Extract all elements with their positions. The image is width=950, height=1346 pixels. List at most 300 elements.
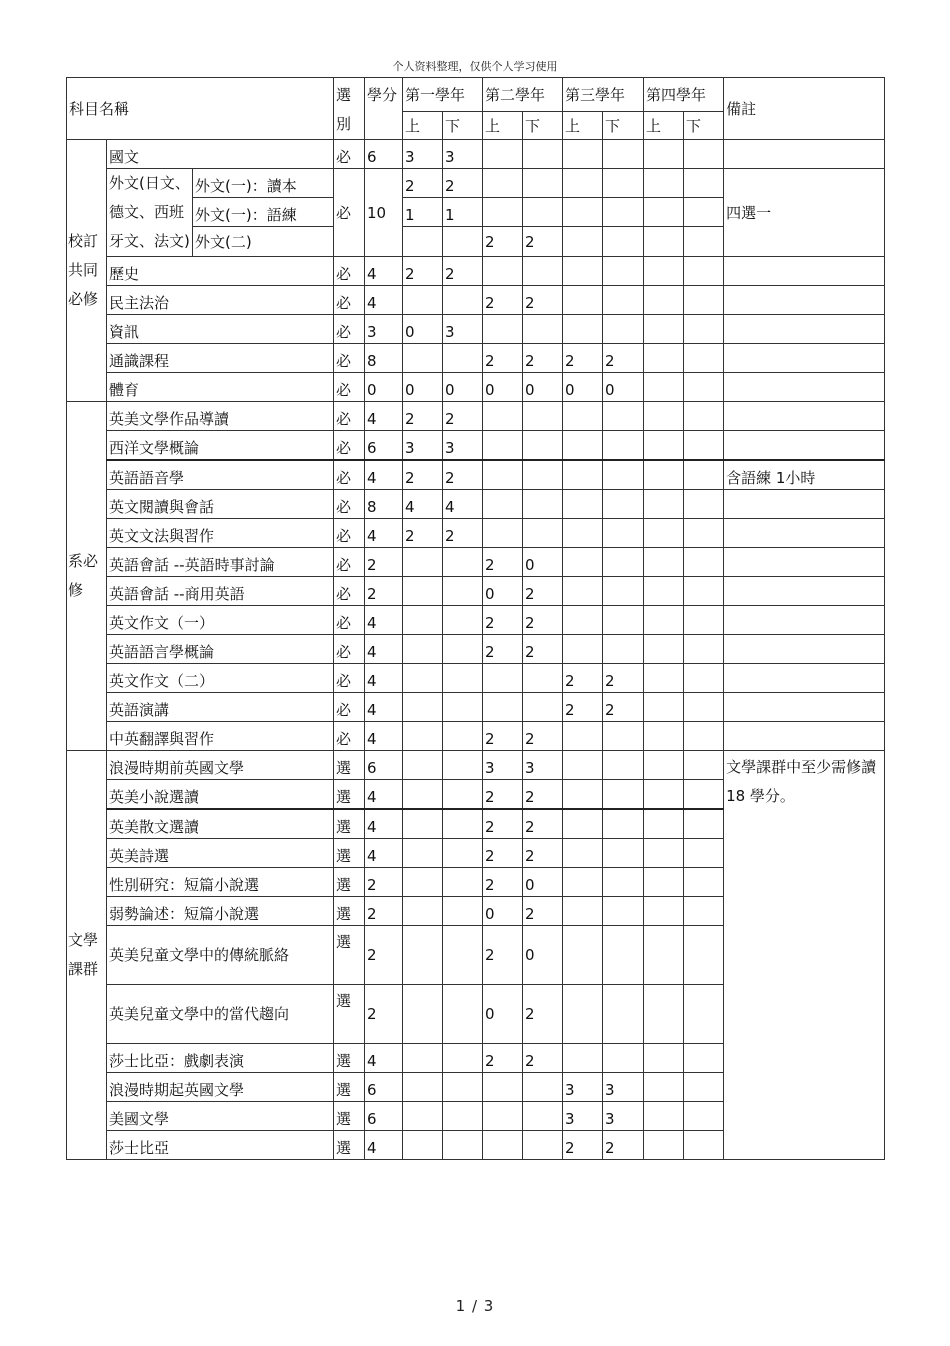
semester-cell <box>403 548 443 577</box>
semester-cell: 0 <box>403 373 443 402</box>
course-type: 必 <box>334 577 365 606</box>
semester-cell: 0 <box>403 315 443 344</box>
course-note <box>724 635 885 664</box>
course-name: 英文作文（一） <box>107 606 334 635</box>
course-type: 選 <box>334 780 365 810</box>
course-name: 英美文學作品導讀 <box>107 402 334 431</box>
semester-cell <box>523 198 563 227</box>
semester-cell: 3 <box>603 1073 644 1102</box>
semester-cell: 2 <box>563 1131 603 1160</box>
semester-cell <box>563 577 603 606</box>
semester-cell <box>563 635 603 664</box>
semester-cell <box>603 926 644 985</box>
semester-cell: 2 <box>523 606 563 635</box>
semester-cell <box>684 548 724 577</box>
course-name: 性別研究：短篇小說選 <box>107 868 334 897</box>
course-credits: 4 <box>365 635 403 664</box>
semester-cell <box>523 431 563 461</box>
course-credits: 4 <box>365 1131 403 1160</box>
semester-cell <box>684 519 724 548</box>
course-name: 英語會話 --英語時事討論 <box>107 548 334 577</box>
semester-cell <box>523 315 563 344</box>
semester-cell <box>443 839 483 868</box>
semester-cell: 2 <box>563 344 603 373</box>
semester-cell <box>603 897 644 926</box>
header-lower: 下 <box>603 112 644 140</box>
table-row <box>67 577 885 606</box>
semester-cell <box>563 780 603 810</box>
header-subject: 科目名稱 <box>67 78 334 140</box>
semester-cell: 3 <box>563 1073 603 1102</box>
course-name: 民主法治 <box>107 286 334 315</box>
semester-cell <box>403 985 443 1044</box>
semester-cell <box>443 606 483 635</box>
semester-cell <box>443 985 483 1044</box>
course-credits: 2 <box>365 868 403 897</box>
semester-cell: 2 <box>603 664 644 693</box>
semester-cell <box>644 286 684 315</box>
semester-cell <box>603 490 644 519</box>
semester-cell <box>403 926 443 985</box>
semester-cell: 2 <box>403 257 443 286</box>
table-row <box>67 315 885 344</box>
semester-cell <box>603 751 644 780</box>
semester-cell <box>563 460 603 490</box>
semester-cell: 3 <box>443 140 483 169</box>
course-name: 英語語音學 <box>107 460 334 490</box>
semester-cell <box>403 780 443 810</box>
semester-cell <box>684 402 724 431</box>
course-credits: 4 <box>365 693 403 722</box>
course-credits: 4 <box>365 519 403 548</box>
semester-cell <box>483 1131 523 1160</box>
course-credits: 10 <box>365 169 403 257</box>
group-label-common: 校訂共同必修 <box>67 140 107 402</box>
course-name: 歷史 <box>107 257 334 286</box>
semester-cell <box>644 751 684 780</box>
course-type: 必 <box>334 635 365 664</box>
semester-cell <box>603 868 644 897</box>
page-header-note: 个人资料整理，仅供个人学习使用 <box>392 60 558 73</box>
course-type: 選 <box>334 868 365 897</box>
semester-cell <box>684 985 724 1044</box>
semester-cell <box>443 227 483 257</box>
semester-cell <box>443 780 483 810</box>
course-note <box>724 315 885 344</box>
course-credits: 6 <box>365 1102 403 1131</box>
semester-cell <box>603 780 644 810</box>
header-upper: 上 <box>483 112 523 140</box>
semester-cell <box>644 460 684 490</box>
semester-cell <box>403 1044 443 1073</box>
course-type: 必 <box>334 402 365 431</box>
course-type: 必 <box>334 664 365 693</box>
semester-cell <box>684 751 724 780</box>
semester-cell <box>563 809 603 839</box>
semester-cell <box>563 839 603 868</box>
semester-cell: 2 <box>483 286 523 315</box>
semester-cell <box>644 606 684 635</box>
course-type: 選 <box>334 1044 365 1073</box>
table-row <box>67 519 885 548</box>
course-name: 浪漫時期前英國文學 <box>107 751 334 780</box>
semester-cell: 2 <box>443 169 483 198</box>
semester-cell <box>563 198 603 227</box>
semester-cell <box>443 1102 483 1131</box>
semester-cell <box>403 606 443 635</box>
semester-cell <box>644 693 684 722</box>
course-name: 外文(二) <box>193 227 334 257</box>
semester-cell <box>644 519 684 548</box>
semester-cell <box>644 1102 684 1131</box>
page-number: 1 / 3 <box>455 1297 495 1315</box>
semester-cell <box>644 431 684 461</box>
semester-cell <box>644 344 684 373</box>
course-type: 必 <box>334 344 365 373</box>
semester-cell <box>684 460 724 490</box>
semester-cell <box>644 1044 684 1073</box>
semester-cell <box>684 839 724 868</box>
table-row <box>67 286 885 315</box>
course-credits: 6 <box>365 1073 403 1102</box>
course-type: 必 <box>334 169 365 257</box>
table-row <box>67 751 885 780</box>
semester-cell <box>684 198 724 227</box>
course-credits: 6 <box>365 140 403 169</box>
course-note: 四選一 <box>724 169 885 257</box>
course-type: 選 <box>334 926 365 985</box>
course-credits: 2 <box>365 548 403 577</box>
group-label-literature: 文學課群 <box>67 751 107 1160</box>
semester-cell <box>523 140 563 169</box>
semester-cell: 2 <box>523 809 563 839</box>
semester-cell: 2 <box>523 722 563 751</box>
course-credits: 8 <box>365 490 403 519</box>
semester-cell <box>684 635 724 664</box>
semester-cell <box>603 985 644 1044</box>
semester-cell: 2 <box>483 1044 523 1073</box>
course-note <box>724 431 885 461</box>
header-lower: 下 <box>684 112 724 140</box>
semester-cell <box>563 1044 603 1073</box>
semester-cell: 2 <box>483 722 523 751</box>
semester-cell <box>684 664 724 693</box>
course-note <box>724 548 885 577</box>
semester-cell <box>483 490 523 519</box>
semester-cell <box>403 751 443 780</box>
semester-cell <box>483 315 523 344</box>
semester-cell: 2 <box>443 460 483 490</box>
course-type: 選 <box>334 1102 365 1131</box>
table-row <box>67 431 885 461</box>
semester-cell <box>563 140 603 169</box>
semester-cell: 2 <box>403 460 443 490</box>
semester-cell <box>523 664 563 693</box>
semester-cell: 2 <box>523 897 563 926</box>
table-row <box>67 490 885 519</box>
course-note <box>724 140 885 169</box>
course-name: 英美詩選 <box>107 839 334 868</box>
semester-cell <box>644 402 684 431</box>
table-row <box>67 635 885 664</box>
semester-cell: 2 <box>603 344 644 373</box>
course-name: 英美小說選讀 <box>107 780 334 810</box>
semester-cell <box>684 606 724 635</box>
course-name: 通識課程 <box>107 344 334 373</box>
semester-cell <box>403 664 443 693</box>
semester-cell: 2 <box>563 664 603 693</box>
semester-cell <box>684 1131 724 1160</box>
semester-cell <box>644 868 684 897</box>
semester-cell: 3 <box>403 140 443 169</box>
semester-cell <box>443 635 483 664</box>
semester-cell <box>483 140 523 169</box>
semester-cell <box>563 286 603 315</box>
course-type: 選 <box>334 985 365 1044</box>
course-note <box>724 286 885 315</box>
course-credits: 4 <box>365 402 403 431</box>
semester-cell: 2 <box>523 286 563 315</box>
course-name: 美國文學 <box>107 1102 334 1131</box>
header-lower: 下 <box>443 112 483 140</box>
semester-cell <box>563 722 603 751</box>
header-remarks: 備註 <box>724 78 885 140</box>
course-credits: 6 <box>365 431 403 461</box>
semester-cell <box>443 868 483 897</box>
semester-cell <box>403 809 443 839</box>
semester-cell <box>483 1073 523 1102</box>
course-name: 英語演講 <box>107 693 334 722</box>
course-type: 必 <box>334 519 365 548</box>
header-year2: 第二學年 <box>483 78 563 112</box>
course-note: 含語練 1小時 <box>724 460 885 490</box>
semester-cell <box>684 809 724 839</box>
semester-cell <box>443 1044 483 1073</box>
course-name: 英文作文（二） <box>107 664 334 693</box>
semester-cell <box>443 548 483 577</box>
table-row <box>67 548 885 577</box>
semester-cell <box>483 1102 523 1131</box>
header-lower: 下 <box>523 112 563 140</box>
semester-cell <box>483 198 523 227</box>
course-name: 英美散文選讀 <box>107 809 334 839</box>
semester-cell: 4 <box>443 490 483 519</box>
semester-cell <box>603 722 644 751</box>
semester-cell <box>644 315 684 344</box>
course-credits: 2 <box>365 926 403 985</box>
course-credits: 8 <box>365 344 403 373</box>
semester-cell <box>684 1044 724 1073</box>
course-credits: 3 <box>365 315 403 344</box>
course-type: 必 <box>334 460 365 490</box>
semester-cell <box>603 577 644 606</box>
semester-cell <box>644 635 684 664</box>
semester-cell <box>443 809 483 839</box>
semester-cell <box>644 664 684 693</box>
semester-cell <box>644 257 684 286</box>
header-credits: 學分 <box>365 78 403 140</box>
semester-cell: 2 <box>443 402 483 431</box>
semester-cell: 0 <box>483 373 523 402</box>
course-name: 莎士比亞：戲劇表演 <box>107 1044 334 1073</box>
semester-cell <box>403 1131 443 1160</box>
semester-cell <box>644 577 684 606</box>
course-note <box>724 344 885 373</box>
semester-cell: 1 <box>403 198 443 227</box>
semester-cell: 2 <box>483 635 523 664</box>
semester-cell <box>644 227 684 257</box>
semester-cell <box>603 1044 644 1073</box>
semester-cell <box>483 664 523 693</box>
semester-cell <box>563 431 603 461</box>
course-name: 英文閱讀與會話 <box>107 490 334 519</box>
literature-group-note: 文學課群中至少需修讀 18 學分。 <box>724 751 885 1160</box>
semester-cell: 2 <box>563 693 603 722</box>
semester-cell: 0 <box>483 985 523 1044</box>
semester-cell <box>603 257 644 286</box>
semester-cell <box>684 373 724 402</box>
semester-cell <box>563 519 603 548</box>
semester-cell <box>644 985 684 1044</box>
course-type: 選 <box>334 839 365 868</box>
semester-cell <box>684 140 724 169</box>
semester-cell <box>443 664 483 693</box>
course-name: 弱勢論述：短篇小說選 <box>107 897 334 926</box>
semester-cell <box>483 402 523 431</box>
semester-cell: 2 <box>483 839 523 868</box>
course-type: 必 <box>334 606 365 635</box>
semester-cell: 2 <box>523 577 563 606</box>
semester-cell: 0 <box>563 373 603 402</box>
semester-cell: 0 <box>523 548 563 577</box>
semester-cell <box>644 897 684 926</box>
header-year1: 第一學年 <box>403 78 483 112</box>
course-type: 必 <box>334 373 365 402</box>
semester-cell <box>443 1131 483 1160</box>
semester-cell <box>603 606 644 635</box>
semester-cell <box>523 693 563 722</box>
course-type: 必 <box>334 257 365 286</box>
semester-cell <box>684 1102 724 1131</box>
semester-cell: 2 <box>523 839 563 868</box>
semester-cell: 3 <box>563 1102 603 1131</box>
semester-cell: 2 <box>523 985 563 1044</box>
table-row <box>67 722 885 751</box>
semester-cell: 2 <box>403 402 443 431</box>
semester-cell <box>483 169 523 198</box>
header-upper: 上 <box>644 112 684 140</box>
course-type: 必 <box>334 693 365 722</box>
semester-cell: 0 <box>443 373 483 402</box>
semester-cell: 4 <box>403 490 443 519</box>
semester-cell <box>684 897 724 926</box>
course-type: 選 <box>334 1073 365 1102</box>
semester-cell <box>684 722 724 751</box>
semester-cell <box>403 635 443 664</box>
semester-cell <box>684 868 724 897</box>
course-name: 英美兒童文學中的傳統脈絡 <box>107 926 334 985</box>
course-type: 必 <box>334 431 365 461</box>
course-name: 外文(一)：語練 <box>193 198 334 227</box>
semester-cell <box>644 198 684 227</box>
table-row <box>67 257 885 286</box>
table-row <box>67 664 885 693</box>
course-name: 資訊 <box>107 315 334 344</box>
semester-cell <box>563 257 603 286</box>
semester-cell <box>563 926 603 985</box>
course-credits: 4 <box>365 257 403 286</box>
course-type: 必 <box>334 722 365 751</box>
course-note <box>724 722 885 751</box>
semester-cell <box>523 519 563 548</box>
semester-cell <box>443 897 483 926</box>
course-credits: 6 <box>365 751 403 780</box>
semester-cell <box>483 460 523 490</box>
semester-cell: 2 <box>523 635 563 664</box>
semester-cell <box>403 868 443 897</box>
semester-cell <box>563 169 603 198</box>
header-type: 選別 <box>334 78 365 140</box>
course-name: 外文(一)：讀本 <box>193 169 334 198</box>
semester-cell <box>644 373 684 402</box>
semester-cell: 2 <box>603 693 644 722</box>
semester-cell <box>403 1073 443 1102</box>
semester-cell <box>684 693 724 722</box>
semester-cell <box>523 1073 563 1102</box>
semester-cell <box>603 635 644 664</box>
semester-cell <box>563 490 603 519</box>
semester-cell: 3 <box>443 315 483 344</box>
course-name: 英語語言學概論 <box>107 635 334 664</box>
semester-cell <box>644 722 684 751</box>
semester-cell <box>603 809 644 839</box>
semester-cell <box>563 227 603 257</box>
semester-cell <box>563 868 603 897</box>
semester-cell <box>563 985 603 1044</box>
semester-cell: 2 <box>483 227 523 257</box>
semester-cell <box>684 315 724 344</box>
course-name: 體育 <box>107 373 334 402</box>
semester-cell: 2 <box>523 780 563 810</box>
course-note <box>724 577 885 606</box>
semester-cell <box>684 227 724 257</box>
semester-cell <box>523 257 563 286</box>
semester-cell <box>403 897 443 926</box>
course-note <box>724 519 885 548</box>
semester-cell: 1 <box>443 198 483 227</box>
semester-cell <box>443 722 483 751</box>
semester-cell <box>443 1073 483 1102</box>
course-note <box>724 402 885 431</box>
semester-cell: 0 <box>483 577 523 606</box>
semester-cell <box>684 286 724 315</box>
semester-cell <box>443 751 483 780</box>
semester-cell <box>644 140 684 169</box>
semester-cell: 0 <box>483 897 523 926</box>
course-type: 選 <box>334 751 365 780</box>
header-year4: 第四學年 <box>644 78 724 112</box>
semester-cell <box>443 577 483 606</box>
semester-cell: 3 <box>443 431 483 461</box>
course-credits: 2 <box>365 577 403 606</box>
course-credits: 0 <box>365 373 403 402</box>
semester-cell <box>563 751 603 780</box>
semester-cell: 2 <box>483 606 523 635</box>
course-type: 必 <box>334 548 365 577</box>
semester-cell <box>403 227 443 257</box>
curriculum-table <box>66 77 885 1160</box>
semester-cell <box>563 548 603 577</box>
